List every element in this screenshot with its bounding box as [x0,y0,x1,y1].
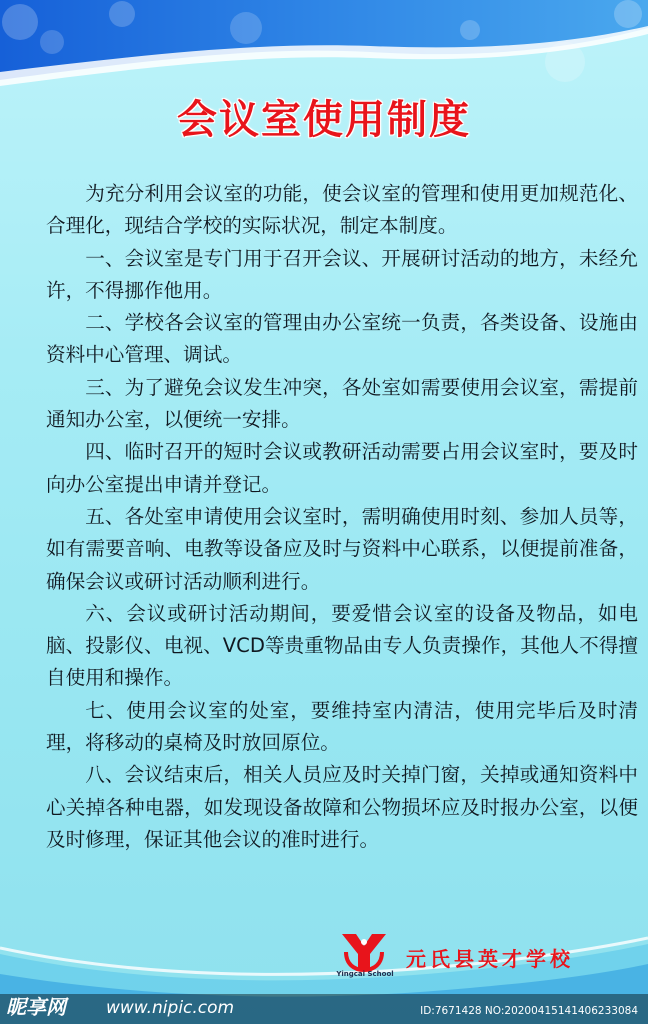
logo-caption: Yingcai School [336,970,394,978]
bokeh-circle [460,20,480,40]
bokeh-circle [614,0,642,28]
paragraph-rule-4: 四、临时召开的短时会议或教研活动需要占用会议室时，要及时向办公室提出申请并登记。 [46,440,638,496]
watermark-bar [0,994,648,1024]
paragraph-rule-7: 七、使用会议室的处室，要维持室内清洁，使用完毕后及时清理，将移动的桌椅及时放回原位。 [46,698,638,755]
watermark-id: ID:7671428 NO:20200415141406233084 [420,1005,638,1017]
watermark-url: www.nipic.com [106,998,235,1018]
paragraph-rule-8: 八、会议结束后，相关人员应及时关掉门窗，关掉或通知资料中心关掉各种电器，如发现设备故障和公物损坏应及时报办公室，以便及时修理，保证其他会议的准时进行。 [46,763,638,851]
bokeh-circle [40,30,64,54]
school-name: 元氏县英才学校 [406,947,574,971]
top-wave-decoration [0,0,648,90]
watermark-brand: 昵享网 [6,995,66,1019]
paragraph-rule-6: 六、会议或研讨活动期间，要爱惜会议室的设备及物品，如电脑、投影仪、电视、VCD等贵重物品由专人负责操作，其他人不得擅自使用和操作。 [46,601,638,690]
bokeh-circle [230,12,262,44]
document-body [46,178,638,856]
bokeh-circle [2,4,38,40]
page-title: 会议室使用制度 [177,97,471,143]
paragraph-intro: 为充分利用会议室的功能，使会议室的管理和使用更加规范化、合理化，现结合学校的实际状况，制定本制度。 [46,182,638,238]
paragraph-rule-5: 五、各处室申请使用会议室时，需明确使用时刻、参加人员等，如有需要音响、电教等设备应及时与资料中心联系，以便提前准备，确保会议或研讨活动顺利进行。 [46,504,638,593]
paragraph-rule-2: 二、学校各会议室的管理由办公室统一负责，各类设备、设施由资料中心管理、调试。 [46,311,638,367]
paragraph-rule-1: 一、会议室是专门用于召开会议、开展研讨活动的地方，未经允许，不得挪作他用。 [46,246,638,302]
bokeh-circle [109,1,135,27]
bokeh-circle [545,42,585,82]
paragraph-rule-3: 三、为了避免会议发生冲突，各处室如需要使用会议室，需提前通知办公室，以便统一安排。 [46,375,638,432]
